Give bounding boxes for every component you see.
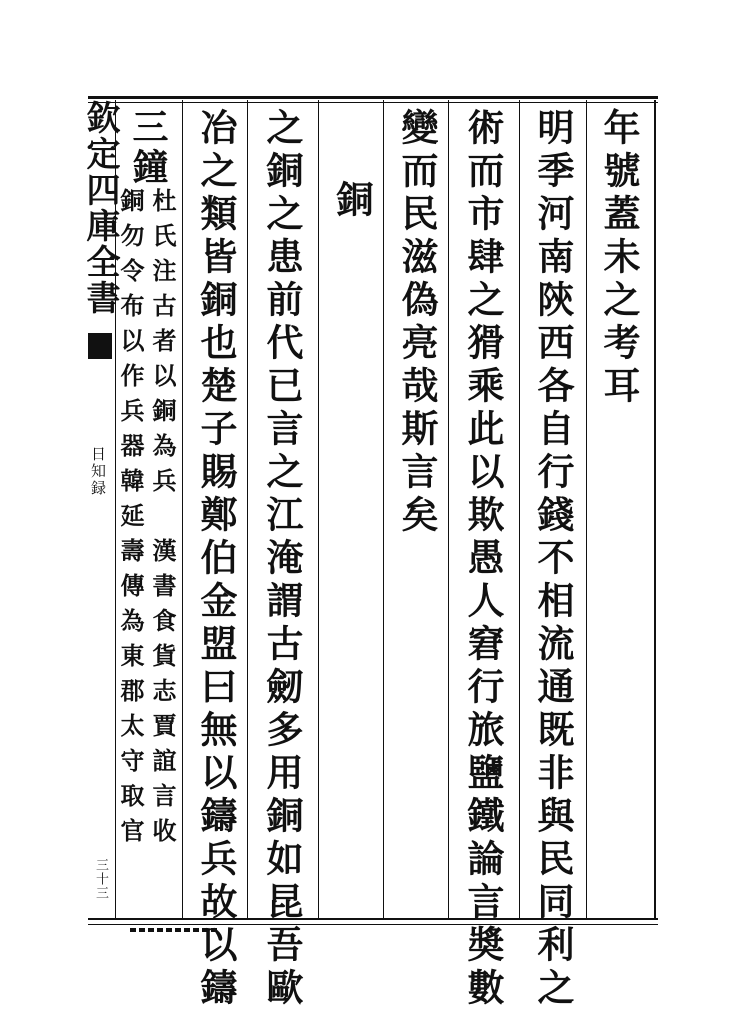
- frame-top-rule-inner: [88, 102, 658, 103]
- column-divider: [247, 100, 248, 918]
- spine-fishtail: [88, 333, 112, 359]
- text-column-7: 冶之類皆銅也楚子賜鄭伯金盟曰無以鑄兵故以鑄: [194, 108, 238, 1011]
- text-column-8-main: 三鐘: [127, 108, 169, 188]
- text-column-6: 之銅之患前代已言之江淹謂古劒多用銅如昆吾歐: [260, 108, 304, 1011]
- column-divider: [318, 100, 319, 918]
- text-column-3: 術而市肆之猾乘此以欺愚人窘行旅鹽鐵論言奬數: [461, 108, 505, 1011]
- column-divider: [586, 100, 587, 918]
- text-column-4: 變而民滋偽亮哉斯言矣: [395, 108, 439, 538]
- spine-book-title: 日知録: [89, 446, 107, 497]
- spine-title: 欽定四庫全書: [80, 100, 120, 316]
- column-divider: [182, 100, 183, 918]
- page-number: 三十三: [93, 858, 108, 900]
- column-divider: [383, 100, 384, 918]
- annotation-left-line: 銅勿令布以作兵器韓延壽傳為東郡太守取官: [116, 188, 145, 853]
- annotation-right-line: 杜氏注古者以銅為兵 漢書食貨志賈誼言收: [148, 188, 177, 853]
- section-heading: 銅: [330, 180, 374, 223]
- column-divider: [654, 100, 656, 918]
- column-divider: [448, 100, 449, 918]
- column-divider: [519, 100, 520, 918]
- frame-top-rule: [88, 96, 658, 99]
- text-column-2: 明季河南陝西各自行錢不相流通既非與民同利之: [531, 108, 575, 1011]
- text-column-1: 年號蓋未之考耳: [597, 108, 641, 409]
